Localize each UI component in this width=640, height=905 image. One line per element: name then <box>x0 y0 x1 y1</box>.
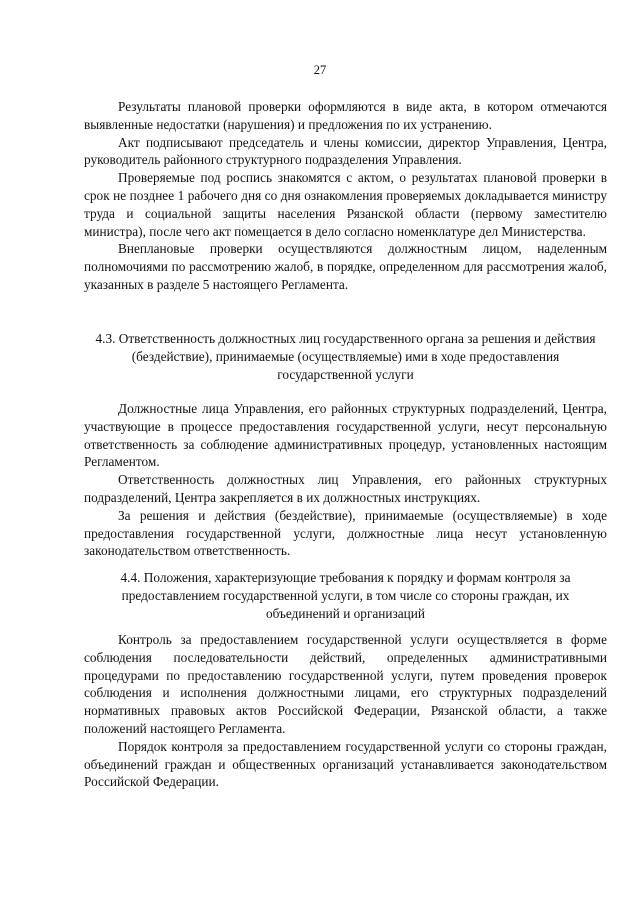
section-heading: 4.4. Положения, характеризующие требования к порядку и формам контроля за предоставлением государственной услуги, в том числе со стороны граждан, их объединений и организаций <box>120 570 571 621</box>
section-4-4-heading-block <box>84 569 607 622</box>
section-4-2-tail <box>84 98 607 294</box>
paragraph: Ответственность должностных лиц Управления, его районных структурных подразделений, Центра закрепляется в их должностных инструкциях. <box>84 472 607 505</box>
paragraph: Должностные лица Управления, его районных структурных подразделений, Центра, участвующие в процессе предоставления государственной услуги, несут персональную ответственность за соблюдение административных процедур, установленных настоящим Регламентом. <box>84 401 607 470</box>
paragraph: Проверяемые под роспись знакомятся с актом, о результатах плановой проверки в срок не позднее 1 рабочего дня со дня ознакомления проверяемых докладывается министру труда и социальной защиты населения Рязанской области (первому заместителю министра), после чего акт помещается в дело согласно номенклатуре дел Министерства. <box>84 170 607 239</box>
section-4-3-heading-block <box>84 330 607 383</box>
paragraph: Акт подписывают председатель и члены комиссии, директор Управления, Центра, руководитель районного структурного подразделения Управления. <box>84 134 607 168</box>
section-heading: 4.3. Ответственность должностных лиц государственного органа за решения и действия (бездействие), принимаемые (осуществляемые) ими в ходе предоставления государственной услуги <box>95 331 596 382</box>
paragraph: Контроль за предоставлением государственной услуги осуществляется в форме соблюдения последовательности действий, определенных административными процедурами по предоставлению государственной услуги, путем проведения проверок соблюдения и исполнения должностными лицами, его структурных подразделений нормативных правовых актов Российской Федерации, Рязанской области, а также положений настоящего Регламента. <box>84 632 607 736</box>
paragraph: Внеплановые проверки осуществляются должностным лицом, наделенным полномочиями по рассмотрению жалоб, в порядке, определенном для рассмотрения жалоб, указанных в разделе 5 настоящего Регламента. <box>84 241 607 292</box>
paragraph: Порядок контроля за предоставлением государственной услуги со стороны граждан, объединений граждан и общественных организаций устанавливается законодательством Российской Федерации. <box>84 738 607 790</box>
section-4-3-body <box>84 400 607 560</box>
paragraph: За решения и действия (бездействие), принимаемые (осуществляемые) в ходе предоставления государственной услуги, должностные лица несут установленную законодательством ответственность. <box>84 507 607 559</box>
paragraph: Результаты плановой проверки оформляются в виде акта, в котором отмечаются выявленные недостатки (нарушения) и предложения по их устранению. <box>84 99 607 132</box>
section-4-4-body <box>84 631 607 791</box>
page-number: 27 <box>313 63 327 77</box>
